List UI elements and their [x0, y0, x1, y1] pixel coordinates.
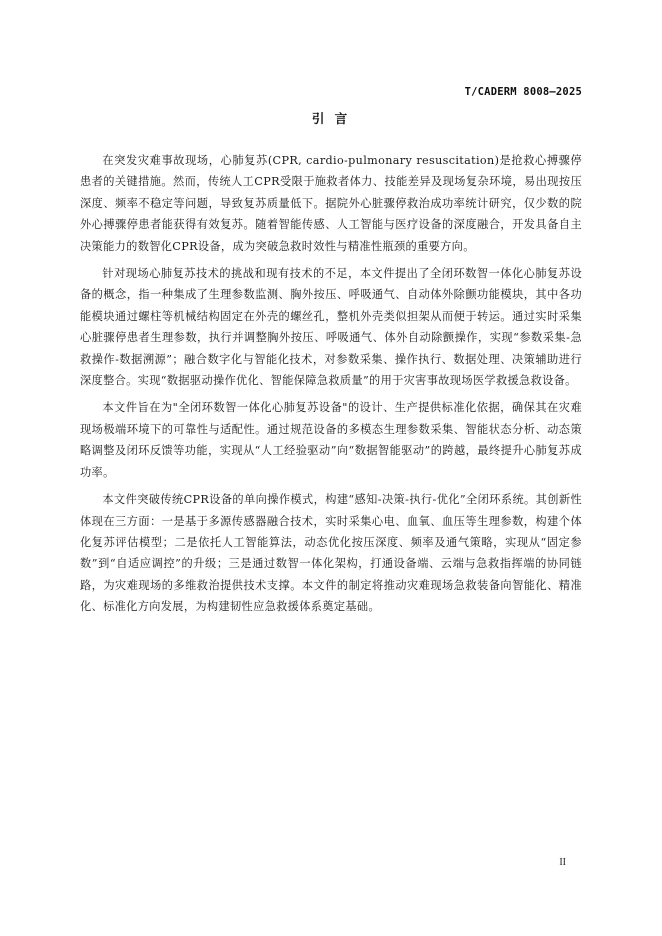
body-text: [80, 150, 582, 624]
document-code: T/CADERM 8008—2025: [464, 86, 582, 98]
paragraph: 本文件突破传统CPR设备的单向操作模式，构建“感知-决策-执行-优化”全闭环系统。其创新性体现在三方面：一是基于多源传感器融合技术，实时采集心电、血氧、血压等生理参数，构建个体化复苏评估模型；二是依托人工智能算法，动态优化按压深度、频率及通气策略，实现从“固定参数”到“自适应调控”的升级；三是通过数智一体化架构，打通设备端、云端与急救指挥端的协同链路，为灾难现场的多维救治提供技术支撑。本文件的制定将推动灾难现场急救装备向智能化、精准化、标准化方向发展，为构建韧性应急救援体系奠定基础。: [80, 493, 582, 614]
paragraph: 在突发灾难事故现场，心肺复苏(CPR, cardio-pulmonary resuscitation)是抢救心搏骤停患者的关键措施。然而，传统人工CPR受限于施救者体力、技能差异及现场复杂环境，易出现按压深度、频率不稳定等问题，导致复苏质量低下。据院外心脏骤停救治成功率统计研究，仅少数的院外心搏骤停患者能获得有效复苏。随着智能传感、人工智能与医疗设备的深度融合，开发具备自主决策能力的数智化CPR设备，成为突破急救时效性与精准性瓶颈的重要方向。: [80, 154, 582, 253]
paragraph: 本文件旨在为"全闭环数智一体化心肺复苏设备"的设计、生产提供标准化依据，确保其在灾难现场极端环境下的可靠性与适配性。通过规范设备的多模态生理参数采集、智能状态分析、动态策略调整及闭环反馈等功能，实现从“人工经验驱动”向“数据智能驱动”的跨越，最终提升心肺复苏成功率。: [80, 401, 582, 479]
section-title: 引 言: [311, 111, 351, 126]
page-number: II: [559, 857, 566, 868]
paragraph: 针对现场心肺复苏技术的挑战和现有技术的不足，本文件提出了全闭环数智一体化心肺复苏设备的概念，指一种集成了生理参数监测、胸外按压、呼吸通气、自动体外除颤功能模块，其中各功能模块通过螺柱等机械结构固定在外壳的螺丝孔，整机外壳类似担架从而便于转运。通过实时采集心脏骤停患者生理参数，执行并调整胸外按压、呼吸通气、体外自动除颤操作，实现“参数采集-急救操作-数据溯源”；融合数字化与智能化技术，对参数采集、操作执行、数据处理、决策辅助进行深度整合。实现“数据驱动操作优化、智能保障急救质量”的用于灾害事故现场医学救援急救设备。: [80, 267, 582, 388]
